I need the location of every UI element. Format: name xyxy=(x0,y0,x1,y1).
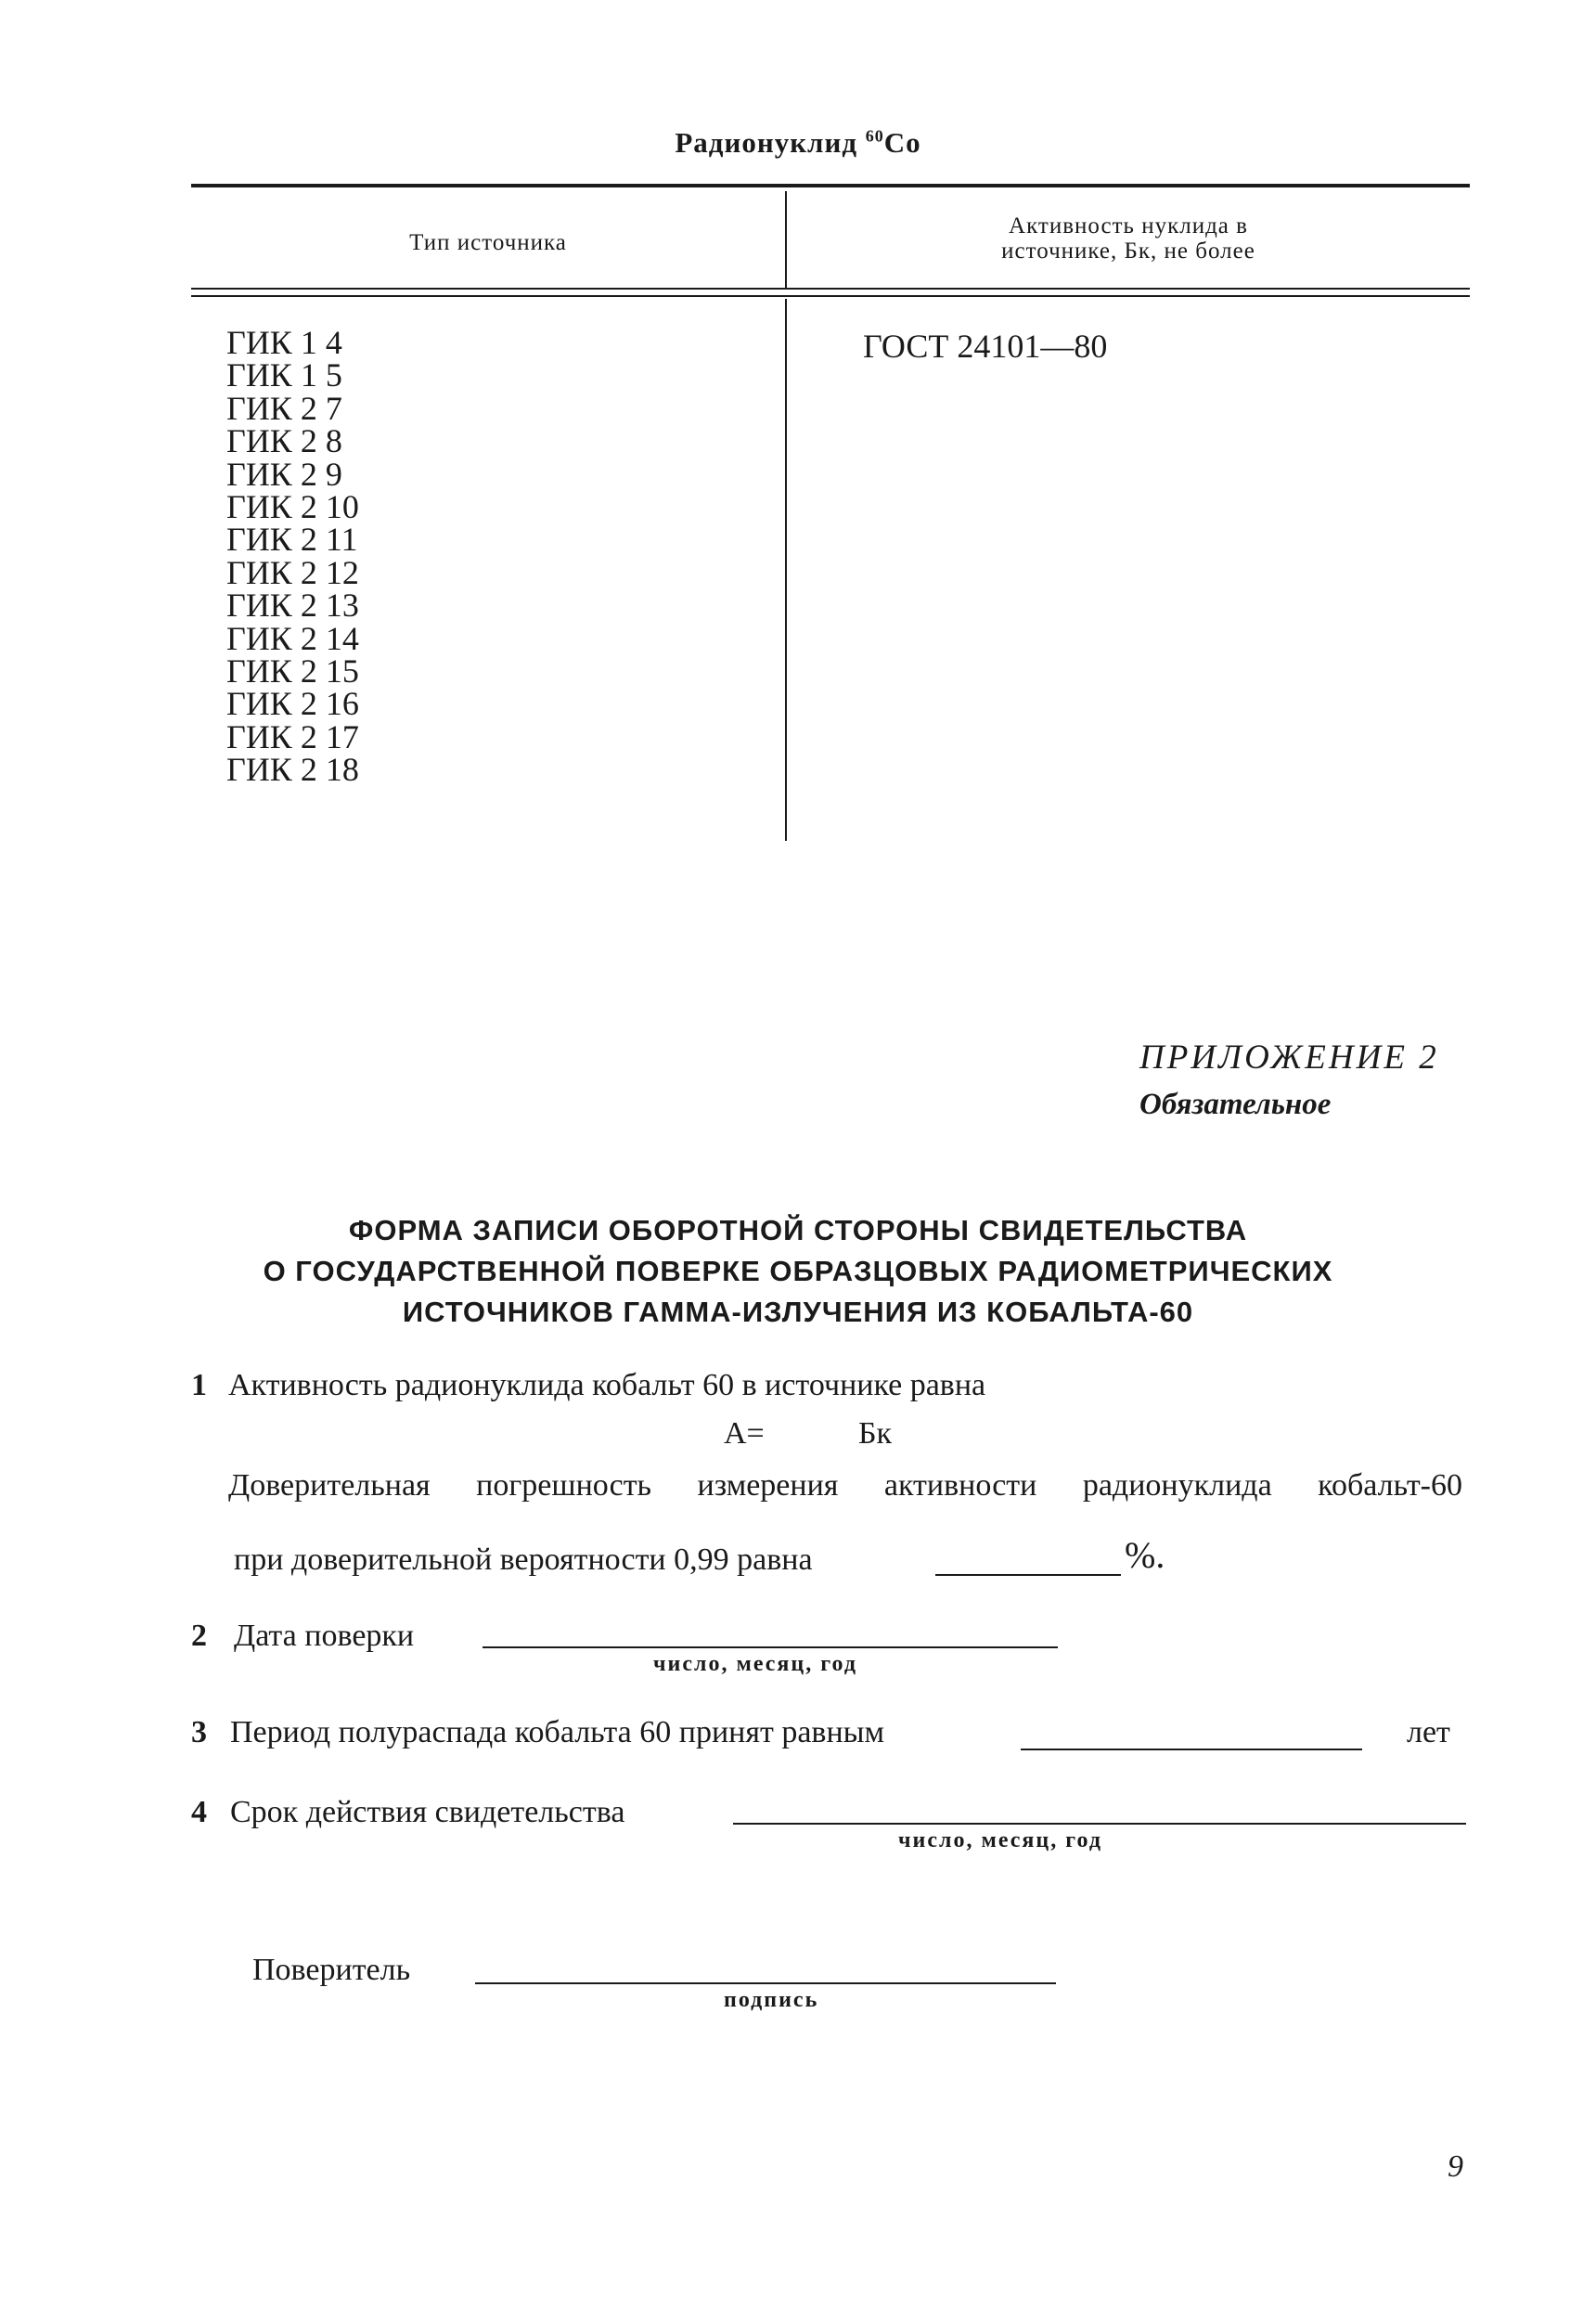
list-item: ГИК 2 11 xyxy=(226,521,358,559)
item-4-number: 4 xyxy=(191,1795,207,1829)
list-item: ГИК 2 14 xyxy=(226,619,359,657)
list-item: ГИК 2 17 xyxy=(226,717,359,755)
column-header-activity-line2: источнике, Бк, не более xyxy=(1001,239,1255,264)
column-header-source-type: Тип источника xyxy=(409,230,567,255)
error-line: Доверительная погрешность измерения активности радионуклида кобальт-60 xyxy=(228,1468,1462,1503)
form-title xyxy=(0,1210,1596,1333)
page-number: 9 xyxy=(1448,2149,1463,2184)
activity-value: ГОСТ 24101—80 xyxy=(863,328,1108,365)
item-4-text: Срок действия свидетельства xyxy=(230,1795,625,1829)
form-title-line1: ФОРМА ЗАПИСИ ОБОРОТНОЙ СТОРОНЫ СВИДЕТЕЛЬСТВА xyxy=(348,1214,1248,1246)
column-header-activity xyxy=(787,213,1470,264)
list-item: ГИК 2 15 xyxy=(226,652,359,690)
list-item: ГИК 2 13 xyxy=(226,587,359,625)
form-title-line3: ИСТОЧНИКОВ ГАММА-ИЗЛУЧЕНИЯ ИЗ КОБАЛЬТА-60 xyxy=(402,1296,1194,1328)
item-3-number: 3 xyxy=(191,1715,207,1749)
isotope-mass-number: 60 xyxy=(865,126,884,146)
isotope-symbol: Co xyxy=(883,126,921,159)
source-type-list xyxy=(226,324,359,789)
verification-date-caption: число, месяц, год xyxy=(653,1652,857,1676)
item-2-text: Дата поверки xyxy=(234,1619,415,1653)
list-item: ГИК 1 5 xyxy=(226,356,342,394)
activity-a-label: А= xyxy=(724,1416,765,1451)
half-life-field[interactable] xyxy=(1021,1749,1362,1750)
appendix-subtitle: Обязательное xyxy=(1139,1088,1332,1121)
table-header-rule xyxy=(191,288,1470,290)
verification-date-field[interactable] xyxy=(483,1646,1058,1648)
list-item: ГИК 2 18 xyxy=(226,751,359,789)
column-header-activity-line1: Активность нуклида в xyxy=(1009,213,1248,239)
form-title-line2: О ГОСУДАРСТВЕННОЙ ПОВЕРКЕ ОБРАЗЦОВЫХ РАДИОМЕТРИЧЕСКИХ xyxy=(263,1255,1333,1287)
list-item: ГИК 1 4 xyxy=(226,324,342,361)
half-life-unit: лет xyxy=(1407,1715,1450,1749)
list-item: ГИК 2 12 xyxy=(226,553,359,591)
table-title-prefix: Радионуклид xyxy=(675,126,857,159)
activity-unit: Бк xyxy=(858,1416,893,1451)
item-1-number: 1 xyxy=(191,1368,207,1402)
signature-caption: подпись xyxy=(724,1988,819,2012)
item-3-text: Период полураспада кобальта 60 принят равным xyxy=(230,1715,885,1749)
list-item: ГИК 2 7 xyxy=(226,389,342,427)
appendix-title: ПРИЛОЖЕНИЕ 2 xyxy=(1139,1039,1439,1077)
verifier-signature-field[interactable] xyxy=(475,1982,1056,1984)
table-header-rule-2 xyxy=(191,295,1470,297)
list-item: ГИК 2 8 xyxy=(226,422,342,460)
item-2-number: 2 xyxy=(191,1619,207,1653)
item-1-text: Активность радионуклида кобальт 60 в источнике равна xyxy=(228,1368,986,1402)
percent-sign: %. xyxy=(1125,1534,1165,1576)
certificate-validity-caption: число, месяц, год xyxy=(898,1828,1102,1852)
table-column-divider-body xyxy=(785,299,787,841)
list-item: ГИК 2 16 xyxy=(226,685,359,723)
table-title xyxy=(0,126,1596,160)
table-top-rule xyxy=(191,184,1470,187)
error-value-field[interactable] xyxy=(935,1574,1121,1576)
list-item: ГИК 2 9 xyxy=(226,455,342,493)
probability-line: при доверительной вероятности 0,99 равна xyxy=(234,1542,813,1577)
verifier-label: Поверитель xyxy=(252,1953,411,1987)
list-item: ГИК 2 10 xyxy=(226,488,359,526)
certificate-validity-field[interactable] xyxy=(733,1823,1466,1825)
